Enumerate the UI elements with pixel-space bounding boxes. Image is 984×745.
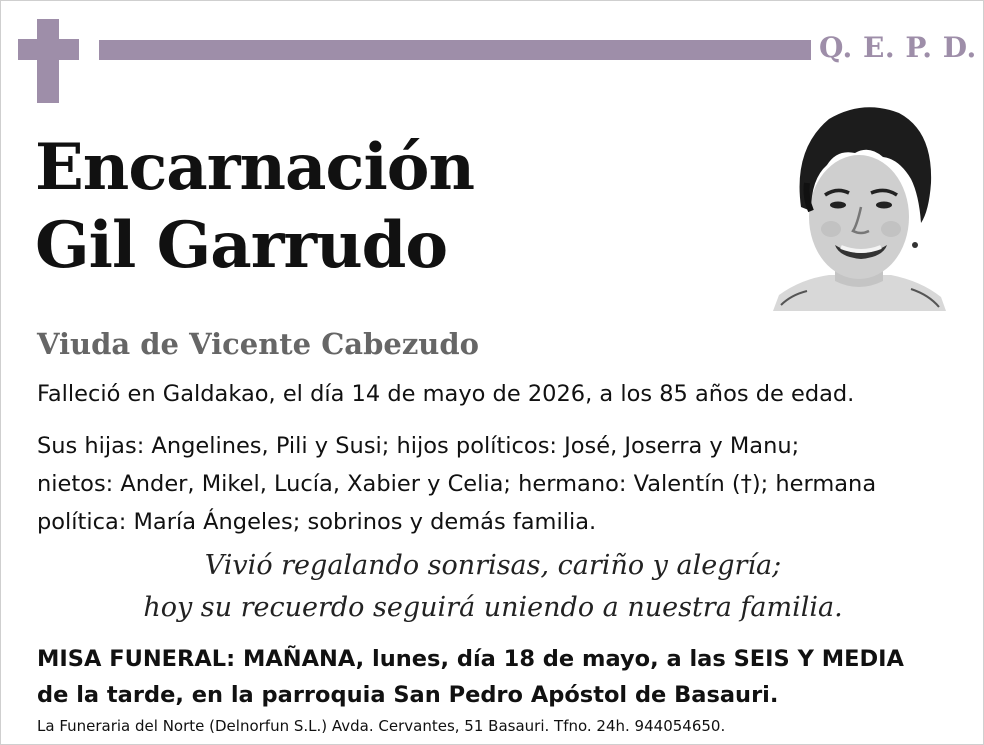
family-list xyxy=(37,427,957,541)
qepd-heading: Q. E. P. D. xyxy=(819,31,977,64)
widow-subtitle: Viuda de Vicente Cabezudo xyxy=(37,327,479,361)
funeral-mass-info xyxy=(37,641,957,713)
family-line-1: Sus hijas: Angelines, Pili y Susi; hijos políticos: José, Joserra y Manu; xyxy=(37,433,800,459)
mass-line-1: MISA FUNERAL: MAÑANA, lunes, día 18 de mayo, a las SEIS Y MEDIA xyxy=(37,646,904,672)
quote-line-2: hoy su recuerdo seguirá uniendo a nuestra familia. xyxy=(143,592,843,623)
cross-icon-horizontal xyxy=(18,39,79,60)
header-bar xyxy=(99,40,811,60)
family-line-2: nietos: Ander, Mikel, Lucía, Xabier y Celia; hermano: Valentín (†); hermana xyxy=(37,471,877,497)
family-line-3: política: María Ángeles; sobrinos y demás familia. xyxy=(37,509,597,535)
death-statement: Falleció en Galdakao, el día 14 de mayo de 2026, a los 85 años de edad. xyxy=(37,381,855,407)
name-line-2: Gil Garrudo xyxy=(35,208,448,283)
memorial-quote xyxy=(1,545,984,629)
cross-icon-vertical xyxy=(37,19,59,103)
deceased-name xyxy=(35,129,474,285)
name-line-1: Encarnación xyxy=(35,130,474,205)
quote-line-1: Vivió regalando sonrisas, cariño y alegría; xyxy=(204,550,782,581)
funeral-home-footer: La Funeraria del Norte (Delnorfun S.L.) Avda. Cervantes, 51 Basauri. Tfno. 24h. 944054650. xyxy=(37,717,726,735)
mass-line-2: de la tarde, en la parroquia San Pedro Apóstol de Basauri. xyxy=(37,682,779,708)
portrait-photo xyxy=(771,99,946,311)
